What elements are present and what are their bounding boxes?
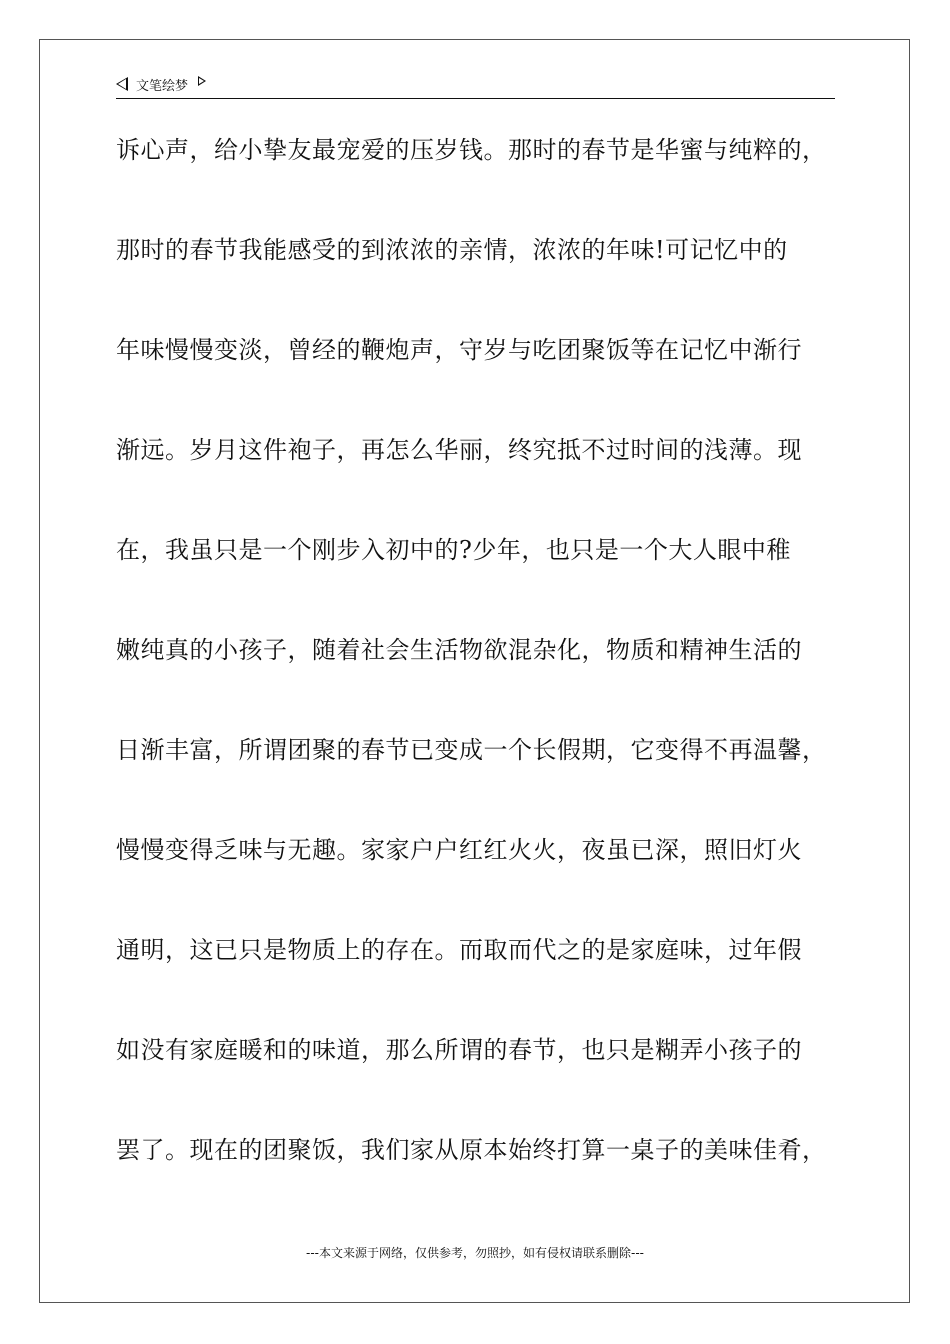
text-line: 在，我虽只是一个刚步入初中的?少年，也只是一个大人眼中稚	[116, 536, 791, 564]
text-line: 日渐丰富，所谓团聚的春节已变成一个长假期，它变得不再温馨，	[116, 736, 827, 764]
text-line: 年味慢慢变淡，曾经的鞭炮声，守岁与吃团聚饭等在记忆中渐行	[116, 336, 802, 364]
document-body	[116, 128, 846, 1228]
text-line: 渐远。岁月这件袍子，再怎么华丽，终究抵不过时间的浅薄。现	[116, 436, 802, 464]
header-brand: 文笔绘梦	[136, 78, 189, 94]
triangle-left-icon	[116, 77, 128, 91]
text-line: 罢了。现在的团聚饭，我们家从原本始终打算一桌子的美味佳肴，	[116, 1136, 827, 1164]
text-line: 那时的春节我能感受的到浓浓的亲情，浓浓的年味!可记忆中的	[116, 236, 788, 264]
text-line: 嫩纯真的小孩子，随着社会生活物欲混杂化，物质和精神生活的	[116, 636, 802, 664]
text-line: 慢慢变得乏味与无趣。家家户户红红火火，夜虽已深，照旧灯火	[116, 836, 802, 864]
page-header	[116, 74, 835, 99]
text-line: 通明，这已只是物质上的存在。而取而代之的是家庭味，过年假	[116, 936, 802, 964]
text-line: 诉心声，给小挚友最宠爱的压岁钱。那时的春节是华蜜与纯粹的，	[116, 136, 827, 164]
text-line: 如没有家庭暖和的味道，那么所谓的春节，也只是糊弄小孩子的	[116, 1036, 802, 1064]
page-footer: ---本文来源于网络，仅供参考，勿照抄，如有侵权请联系删除---	[306, 1246, 644, 1260]
triangle-right-icon	[198, 76, 206, 86]
